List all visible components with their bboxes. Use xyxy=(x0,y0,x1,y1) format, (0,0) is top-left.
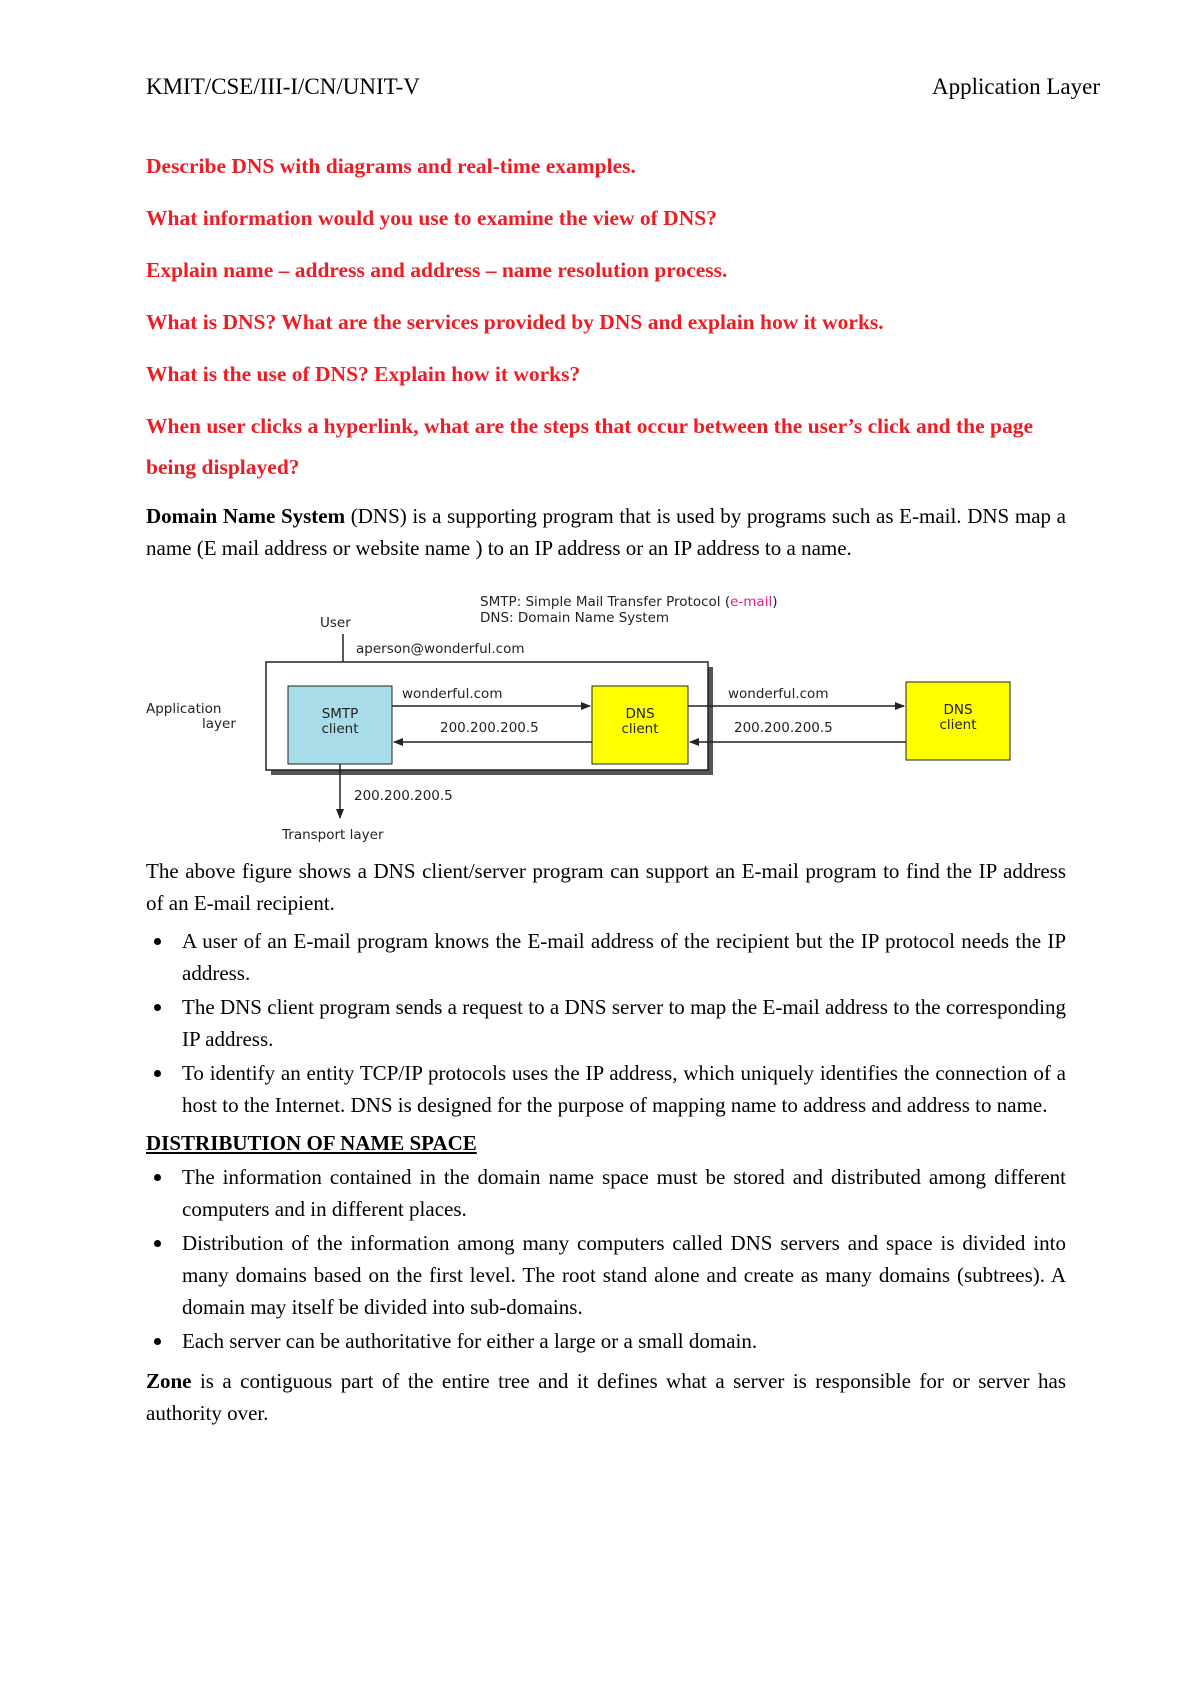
ip-down-label: 200.200.200.5 xyxy=(354,788,453,804)
dns-diagram-svg xyxy=(140,590,1080,850)
legend-dns: DNS: Domain Name System xyxy=(480,610,670,626)
domain-label-1: wonderful.com xyxy=(402,686,503,702)
bullet-dot-icon xyxy=(154,1240,161,1247)
bullet-dot-icon xyxy=(154,938,161,945)
question-1: Describe DNS with diagrams and real-time examples. xyxy=(146,154,636,178)
dns-diagram xyxy=(140,590,1080,850)
list-item: Distribution of the information among many computers called DNS servers and space is divided into many domains based on the first level. The root stand alone and create as many domains (subtrees). A domain may itself be divided into sub-domains. xyxy=(146,1227,1066,1323)
list-item: Each server can be authoritative for either a large or a small domain. xyxy=(146,1325,1066,1357)
app-layer-label-2: layer xyxy=(202,716,236,732)
bullet-dot-icon xyxy=(154,1338,161,1345)
list-item: To identify an entity TCP/IP protocols uses the IP address, which uniquely identifies the connection of a host to the Internet. DNS is designed for the purpose of mapping name to address and address to name. xyxy=(146,1057,1066,1121)
app-layer-label-1: Application xyxy=(146,701,222,717)
zone-paragraph xyxy=(146,1365,1066,1429)
email-label: aperson@wonderful.com xyxy=(356,641,525,657)
bullet-list-2 xyxy=(146,1161,1066,1357)
question-2: What information would you use to examine the view of DNS? xyxy=(146,206,717,230)
list-item: A user of an E-mail program knows the E-mail address of the recipient but the IP protocol needs the IP address. xyxy=(146,925,1066,989)
ip-label-2: 200.200.200.5 xyxy=(734,720,833,736)
page-header xyxy=(146,74,1100,106)
question-list xyxy=(146,146,1066,499)
zone-term: Zone xyxy=(146,1369,192,1393)
header-course-code: KMIT/CSE/III-I/CN/UNIT-V xyxy=(146,74,420,99)
section-heading: DISTRIBUTION OF NAME SPACE xyxy=(146,1131,477,1155)
list-item: The information contained in the domain name space must be stored and distributed among different computers and in different places. xyxy=(146,1161,1066,1225)
body-text xyxy=(146,855,1066,1435)
zone-text: is a contiguous part of the entire tree and it defines what a server is responsible for or server has authority over. xyxy=(146,1369,1066,1425)
dns-server-label-1: DNS xyxy=(943,702,973,718)
transport-layer-label: Transport layer xyxy=(282,827,384,843)
legend-smtp: SMTP: Simple Mail Transfer Protocol (e-mail) xyxy=(480,594,778,610)
dns-client-label-2: client xyxy=(621,721,659,737)
question-6: When user clicks a hyperlink, what are the steps that occur between the user’s click and the page being displayed? xyxy=(146,414,1034,479)
ip-label-1: 200.200.200.5 xyxy=(440,720,539,736)
smtp-client-label-2: client xyxy=(321,721,359,737)
domain-label-2: wonderful.com xyxy=(728,686,829,702)
figure-caption: The above figure shows a DNS client/server program can support an E-mail program to find the IP address of an E-mail recipient. xyxy=(146,859,1066,915)
question-4: What is DNS? What are the services provided by DNS and explain how it works. xyxy=(146,310,884,334)
header-topic: Application Layer xyxy=(932,74,1100,99)
question-5: What is the use of DNS? Explain how it works? xyxy=(146,362,581,386)
intro-term: Domain Name System xyxy=(146,504,346,528)
question-3: Explain name – address and address – name resolution process. xyxy=(146,258,728,282)
user-label: User xyxy=(320,615,351,631)
bullet-list-1 xyxy=(146,925,1066,1121)
smtp-client-label-1: SMTP xyxy=(321,706,359,722)
dns-client-label-1: DNS xyxy=(625,706,655,722)
bullet-dot-icon xyxy=(154,1174,161,1181)
list-item: The DNS client program sends a request to a DNS server to map the E-mail address to the corresponding IP address. xyxy=(146,991,1066,1055)
dns-server-label-2: client xyxy=(939,717,977,733)
intro-paragraph xyxy=(146,500,1066,564)
bullet-dot-icon xyxy=(154,1004,161,1011)
intro-text: (DNS) is a supporting program that is used by programs such as E-mail. DNS map a name (E mail address or website name ) to an IP address or an IP address to a name. xyxy=(146,504,1066,560)
bullet-dot-icon xyxy=(154,1070,161,1077)
